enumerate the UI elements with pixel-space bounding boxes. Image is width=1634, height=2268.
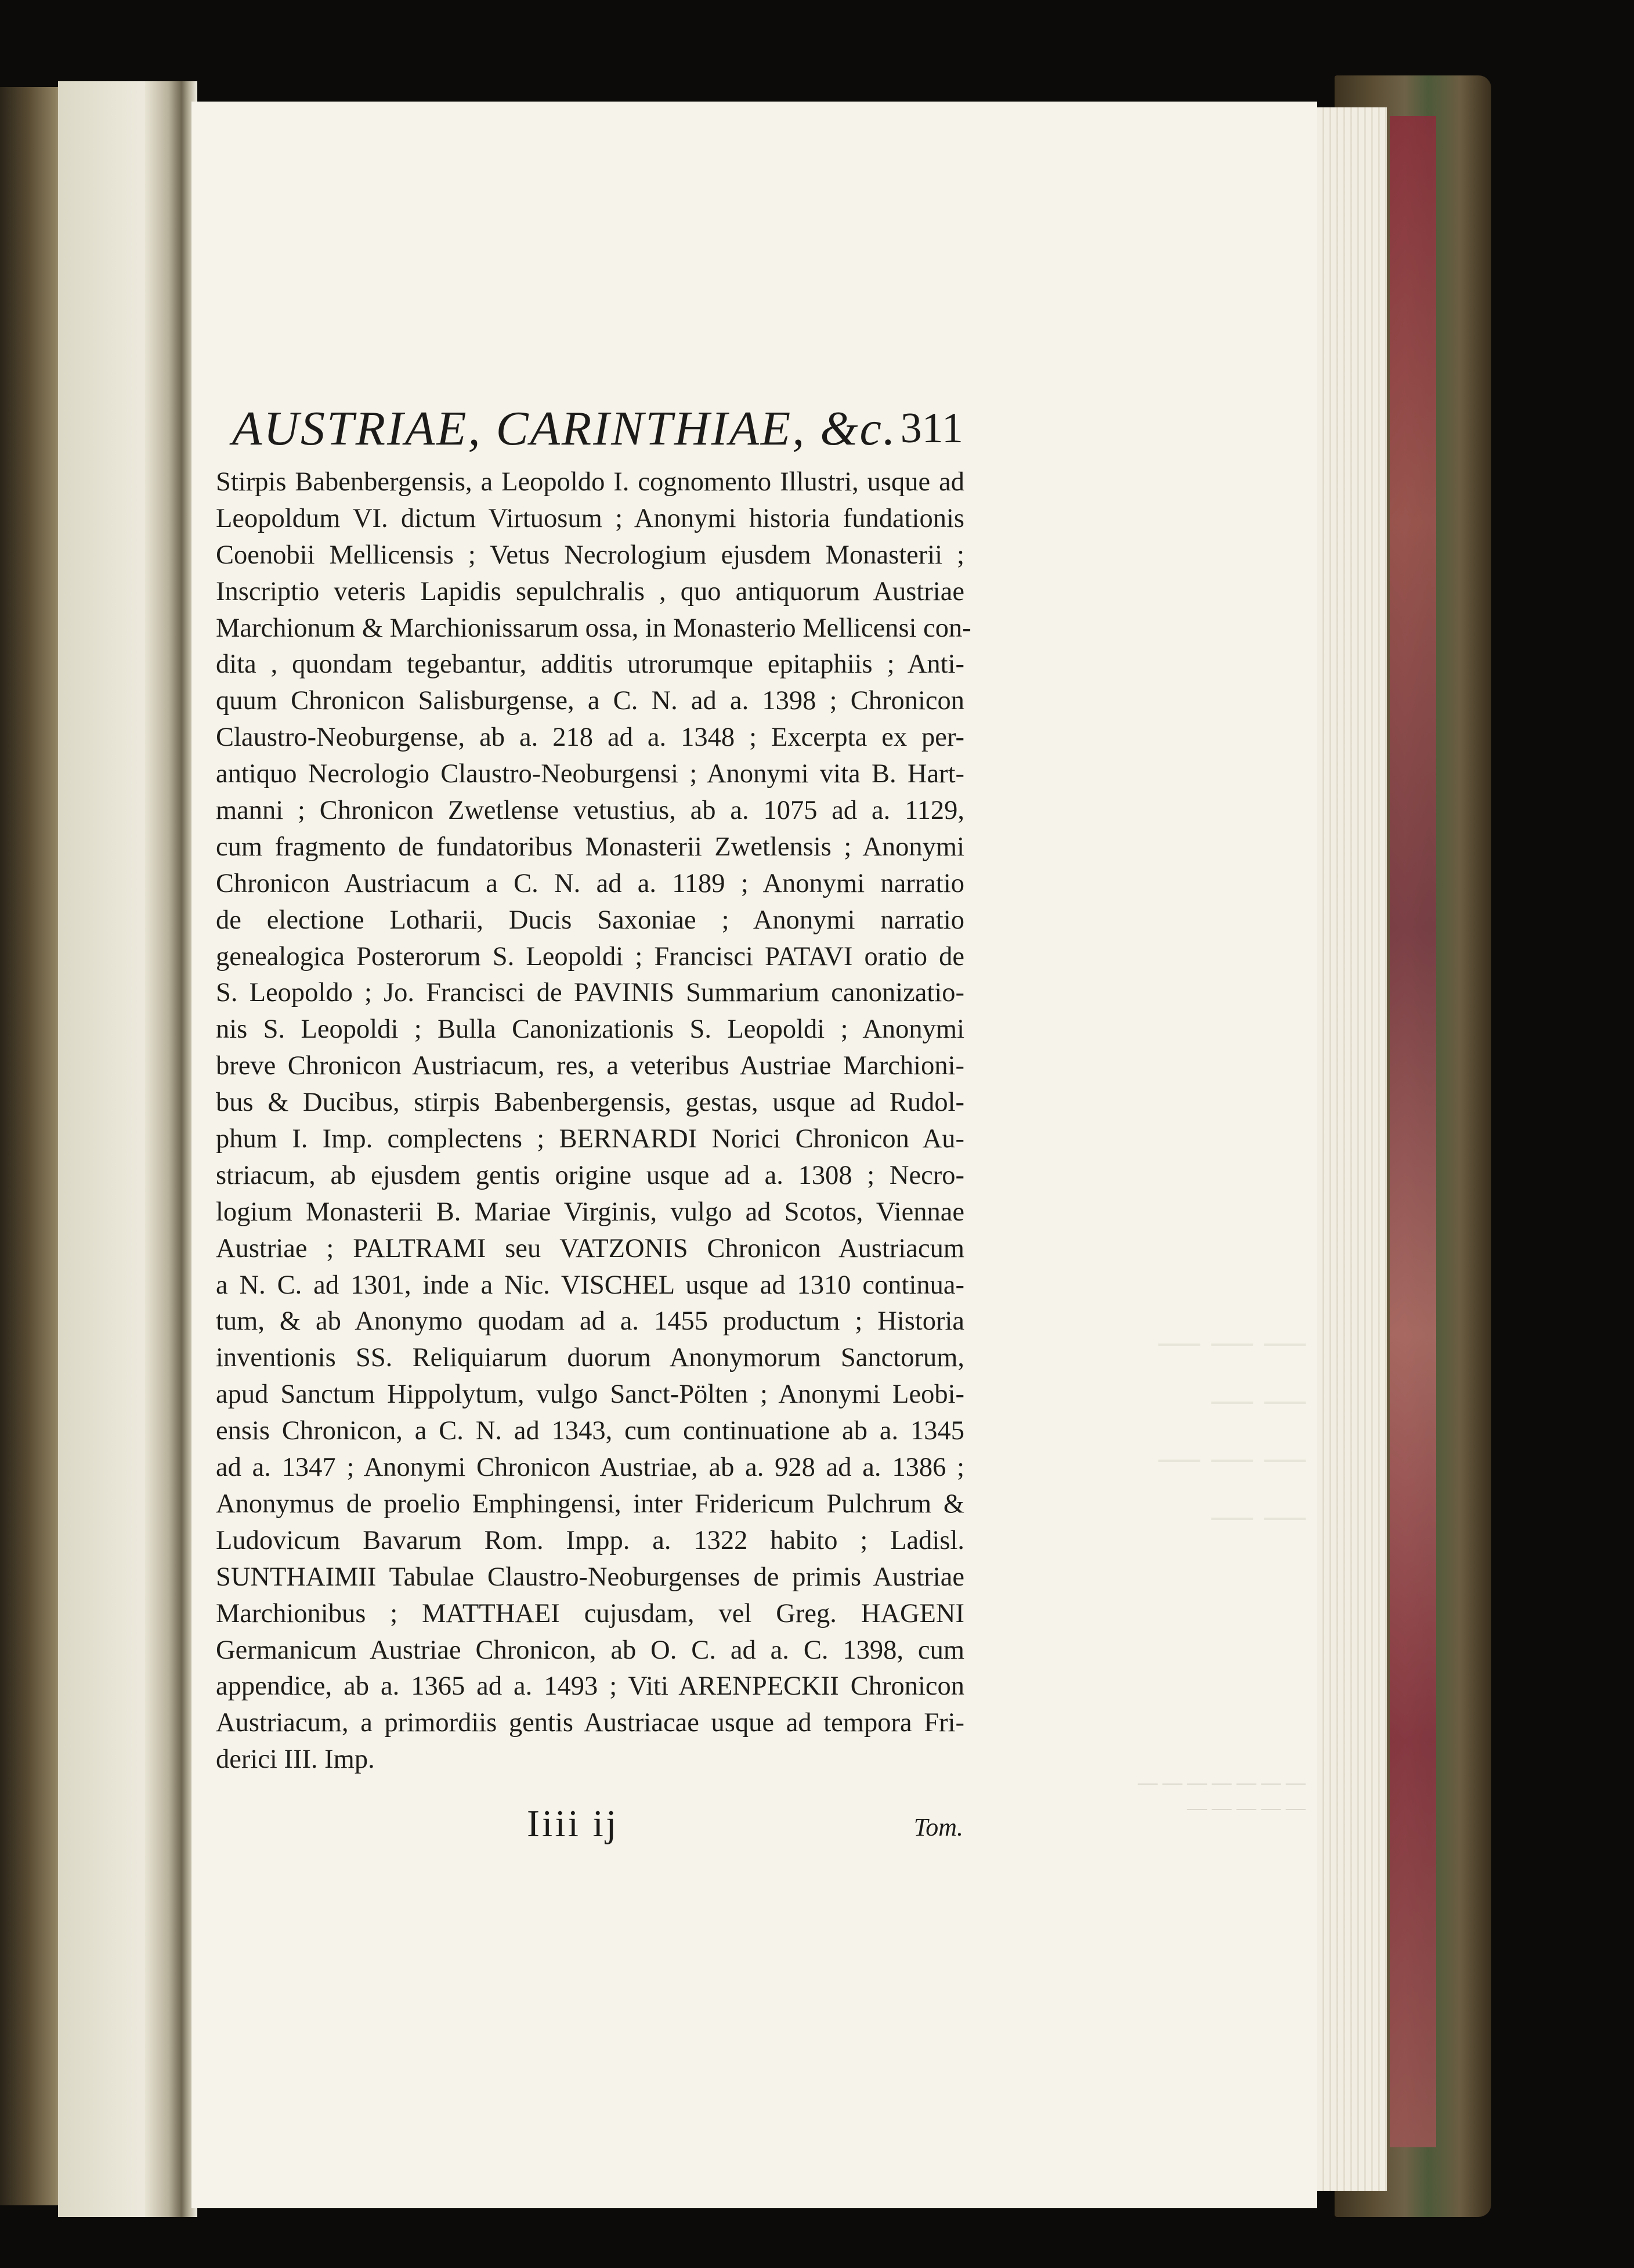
text-line: apud Sanctum Hippolytum, vulgo Sanct-Pölten ; Anonymi Leobi- xyxy=(216,1379,964,1410)
text-line: logium Monasterii B. Mariae Virginis, vulgo ad Scotos, Viennae xyxy=(216,1197,964,1227)
running-header xyxy=(232,400,963,464)
text-line: Marchionibus ; MATTHAEI cujusdam, vel Greg. HAGENI xyxy=(216,1598,964,1628)
text-line: Germanicum Austriae Chronicon, ab O. C. ad a. C. 1398, cum xyxy=(216,1635,964,1665)
text-line: ensis Chronicon, a C. N. ad 1343, cum continuatione ab a. 1345 xyxy=(216,1416,964,1446)
signature-mark: Iiii ij xyxy=(527,1803,619,1845)
text-line: Inscriptio veteris Lapidis sepulchralis , quo antiquorum Austriae xyxy=(216,576,964,606)
text-line: Ludovicum Bavarum Rom. Impp. a. 1322 habito ; Ladisl. xyxy=(216,1525,964,1555)
text-line: nis S. Leopoldi ; Bulla Canonizationis S. Leopoldi ; Anonymi xyxy=(216,1014,964,1045)
text-line: inventionis SS. Reliquiarum duorum Anonymorum Sanctorum, xyxy=(216,1343,964,1373)
text-line: phum I. Imp. complectens ; BERNARDI Norici Chronicon Au- xyxy=(216,1124,964,1154)
text-line: Leopoldum VI. dictum Virtuosum ; Anonymi historia fundationis xyxy=(216,503,964,533)
text-line: genealogica Posterorum S. Leopoldi ; Francisci PATAVI oratio de xyxy=(216,941,964,972)
catchword: Tom. xyxy=(913,1813,963,1841)
text-line: manni ; Chronicon Zwetlense vetustius, ab a. 1075 ad a. 1129, xyxy=(216,796,964,826)
text-line: Austriae ; PALTRAMI seu VATZONIS Chronicon Austriacum xyxy=(216,1233,964,1263)
text-line: ad a. 1347 ; Anonymi Chronicon Austriae, ab a. 928 ad a. 1386 ; xyxy=(216,1453,964,1483)
page-number: 311 xyxy=(900,405,963,452)
text-line: cum fragmento de fundatoribus Monasterii Zwetlensis ; Anonymi xyxy=(216,832,964,862)
show-through-large: — — — — — — — — — — xyxy=(1158,1315,1306,1540)
text-line: antiquo Necrologio Claustro-Neoburgensi ; Anonymi vita B. Hart- xyxy=(216,759,964,789)
text-line: Chronicon Austriacum a C. N. ad a. 1189 ; Anonymi narratio xyxy=(216,868,964,898)
body-text xyxy=(216,464,971,1778)
marbled-edge xyxy=(1390,116,1436,2147)
book-gutter xyxy=(145,81,197,2217)
text-line: Anonymus de proelio Emphingensi, inter Fridericum Pulchrum & xyxy=(216,1489,964,1519)
text-line: Austriacum, a primordiis gentis Austriacae usque ad tempora Fri- xyxy=(216,1708,964,1738)
text-line: breve Chronicon Austriacum, res, a veteribus Austriae Marchioni- xyxy=(216,1051,964,1081)
text-line: quum Chronicon Salisburgense, a C. N. ad a. 1398 ; Chronicon xyxy=(216,686,964,716)
text-line: derici III. Imp. xyxy=(216,1745,375,1775)
text-line: S. Leopoldo ; Jo. Francisci de PAVINIS Summarium canonizatio- xyxy=(216,978,964,1008)
show-through-text: — — — — — — — — — — — — xyxy=(1138,1772,1306,1819)
text-line: appendice, ab a. 1365 ad a. 1493 ; Viti ARENPECKII Chronicon xyxy=(216,1671,964,1702)
text-line: a N. C. ad 1301, inde a Nic. VISCHEL usque ad 1310 continua- xyxy=(216,1270,964,1300)
text-line: bus & Ducibus, stirpis Babenbergensis, gestas, usque ad Rudol- xyxy=(216,1088,964,1118)
text-line: SUNTHAIMII Tabulae Claustro-Neoburgenses de primis Austriae xyxy=(216,1562,964,1592)
page-footer xyxy=(232,1802,963,1848)
running-head: AUSTRIAE, CARINTHIAE, &c. xyxy=(232,402,897,456)
text-line: Coenobii Mellicensis ; Vetus Necrologium ejusdem Monasterii ; xyxy=(216,540,964,570)
page-stack xyxy=(1317,107,1387,2191)
text-line: dita , quondam tegebantur, additis utrorumque epitaphiis ; Anti- xyxy=(216,649,964,680)
text-line: tum, & ab Anonymo quodam ad a. 1455 productum ; Historia xyxy=(216,1306,964,1337)
text-line: striacum, ab ejusdem gentis origine usque ad a. 1308 ; Necro- xyxy=(216,1160,964,1190)
text-line: Stirpis Babenbergensis, a Leopoldo I. cognomento Illustri, usque ad xyxy=(216,467,964,497)
text-line: Marchionum & Marchionissarum ossa, in Monasterio Mellicensi con- xyxy=(216,613,971,643)
text-line: Claustro-Neoburgense, ab a. 218 ad a. 1348 ; Excerpta ex per- xyxy=(216,723,964,753)
text-line: de electione Lotharii, Ducis Saxoniae ; Anonymi narratio xyxy=(216,905,964,935)
